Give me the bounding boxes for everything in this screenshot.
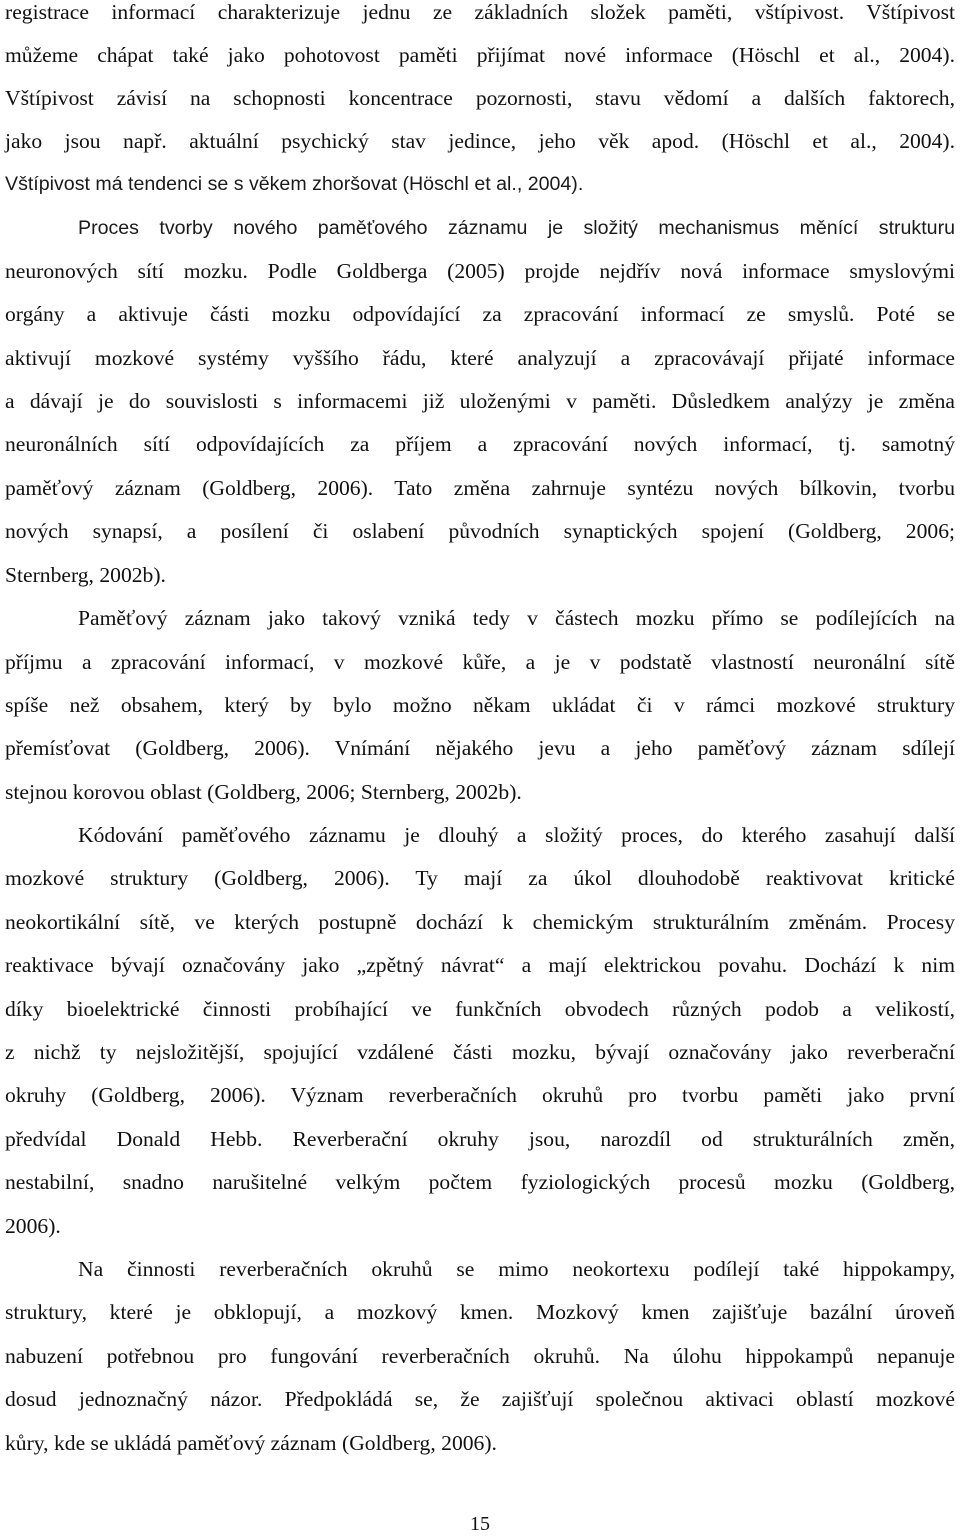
text-line: orgány a aktivuje části mozku odpovídající za zpracování informací ze smyslů. Poté se xyxy=(5,302,955,326)
text-line: dosud jednoznačný názor. Předpokládá se, že zajišťují společnou aktivaci oblastí mozkové xyxy=(5,1387,955,1411)
text-line: okruhy (Goldberg, 2006). Význam reverberačních okruhů pro tvorbu paměti jako první xyxy=(5,1083,955,1107)
text-line: nabuzení potřebnou pro fungování reverberačních okruhů. Na úlohu hippokampů nepanuje xyxy=(5,1344,955,1368)
text-line: Paměťový záznam jako takový vzniká tedy v částech mozku přímo se podílejících na xyxy=(78,606,955,630)
text-line: paměťový záznam (Goldberg, 2006). Tato změna zahrnuje syntézu nových bílkovin, tvorbu xyxy=(5,476,955,500)
text-line: nových synapsí, a posílení či oslabení původních synaptických spojení (Goldberg, 2006; xyxy=(5,519,955,543)
text-line: Vštípivost má tendenci se s věkem zhoršovat (Höschl et al., 2004). xyxy=(5,173,584,195)
text-line: Na činnosti reverberačních okruhů se mimo neokortexu podílejí také hippokampy, xyxy=(78,1257,955,1281)
text-line: registrace informací charakterizuje jednu ze základních složek paměti, vštípivost. Vštípivost xyxy=(5,0,955,24)
text-line: aktivují mozkové systémy vyššího řádu, které analyzují a zpracovávají přijaté informace xyxy=(5,346,955,370)
text-line: z nichž ty nejsložitější, spojující vzdálené části mozku, bývají označovány jako reverberační xyxy=(5,1040,955,1064)
text-line: stejnou korovou oblast (Goldberg, 2006; Sternberg, 2002b). xyxy=(5,780,522,804)
text-line: jako jsou např. aktuální psychický stav jedince, jeho věk apod. (Höschl et al., 2004). xyxy=(5,129,955,153)
text-line: nestabilní, snadno narušitelné velkým počtem fyziologických procesů mozku (Goldberg, xyxy=(5,1170,955,1194)
text-line: Kódování paměťového záznamu je dlouhý a složitý proces, do kterého zasahují další xyxy=(78,823,955,847)
text-line: můžeme chápat také jako pohotovost paměti přijímat nové informace (Höschl et al., 2004). xyxy=(5,43,955,67)
text-line: příjmu a zpracování informací, v mozkové kůře, a je v podstatě vlastností neuronální sítě xyxy=(5,650,955,674)
text-line: Sternberg, 2002b). xyxy=(5,563,166,587)
text-line: Vštípivost závisí na schopnosti koncentrace pozornosti, stavu vědomí a dalších faktorech, xyxy=(5,86,955,110)
text-line: předvídal Donald Hebb. Reverberační okruhy jsou, narozdíl od strukturálních změn, xyxy=(5,1127,955,1151)
text-line: reaktivace bývají označovány jako „zpětný návrat“ a mají elektrickou povahu. Dochází k nim xyxy=(5,953,955,977)
text-line: kůry, kde se ukládá paměťový záznam (Goldberg, 2006). xyxy=(5,1431,497,1455)
text-line: neuronových sítí mozku. Podle Goldberga (2005) projde nejdřív nová informace smyslovými xyxy=(5,259,955,283)
page-number: 15 xyxy=(470,1513,490,1535)
text-line: neuronálních sítí odpovídajících za příjem a zpracování nových informací, tj. samotný xyxy=(5,432,955,456)
text-line: neokortikální sítě, ve kterých postupně dochází k chemickým strukturálním změnám. Procesy xyxy=(5,910,955,934)
text-line: struktury, které je obklopují, a mozkový kmen. Mozkový kmen zajišťuje bazální úroveň xyxy=(5,1300,955,1324)
text-line: spíše než obsahem, který by bylo možno někam ukládat či v rámci mozkové struktury xyxy=(5,693,955,717)
text-line: Proces tvorby nového paměťového záznamu je složitý mechanismus měnící strukturu xyxy=(78,217,955,239)
text-line: 2006). xyxy=(5,1214,61,1238)
text-line: přemísťovat (Goldberg, 2006). Vnímání nějakého jevu a jeho paměťový záznam sdílejí xyxy=(5,736,955,760)
text-line: díky bioelektrické činnosti probíhající ve funkčních obvodech různých podob a velikostí, xyxy=(5,997,955,1021)
text-line: mozkové struktury (Goldberg, 2006). Ty mají za úkol dlouhodobě reaktivovat kritické xyxy=(5,866,955,890)
text-line: a dávají je do souvislosti s informacemi již uloženými v paměti. Důsledkem analýzy je změna xyxy=(5,389,955,413)
